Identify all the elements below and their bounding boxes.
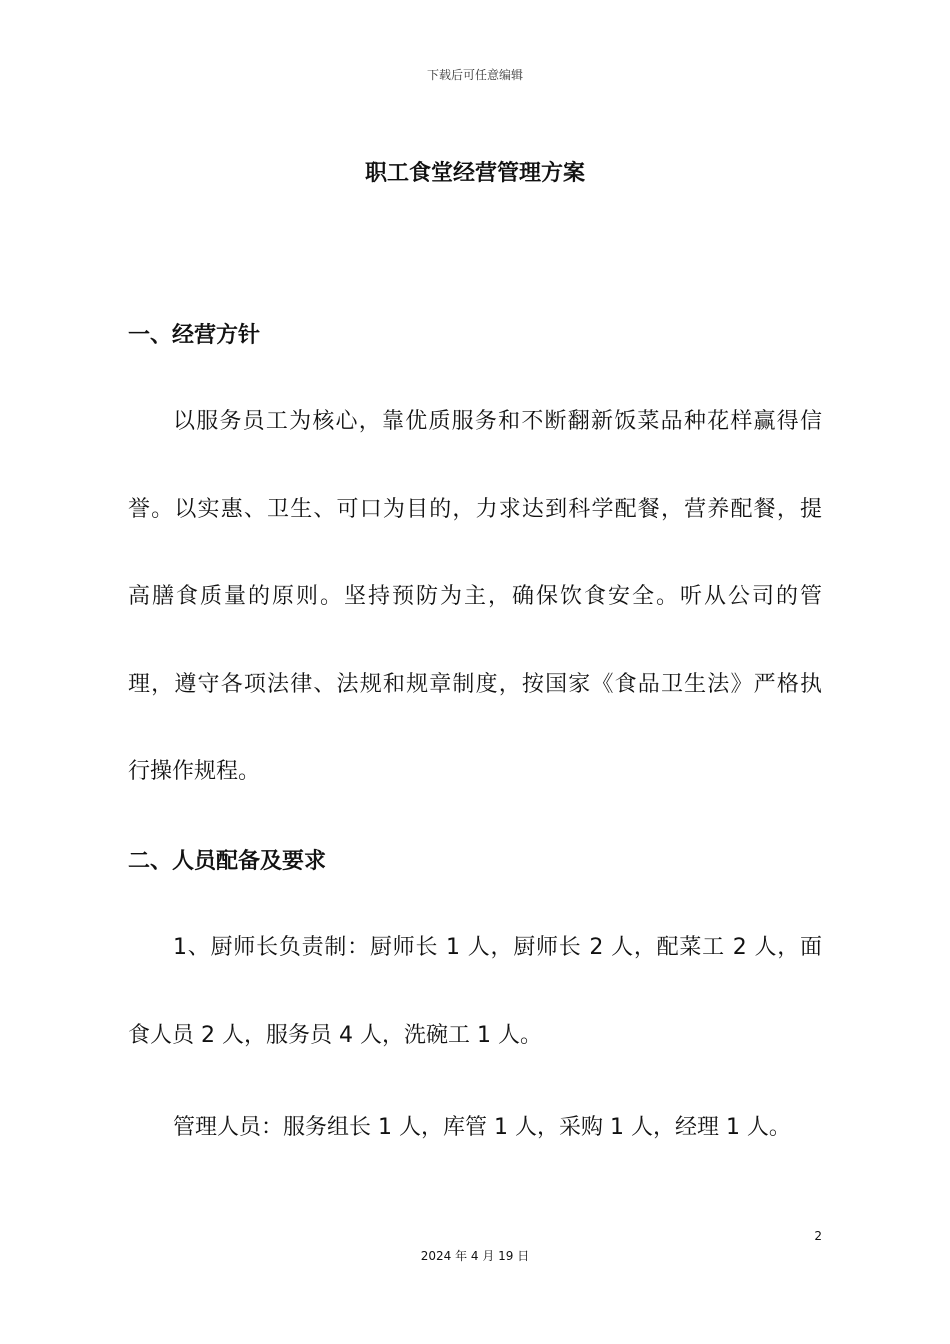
management-staff-line: 管理人员：服务组长 1 人，库管 1 人，采购 1 人，经理 1 人。 bbox=[173, 1115, 791, 1140]
section-policy-paragraph bbox=[128, 378, 822, 816]
section-heading-policy: 一、经营方针 bbox=[128, 323, 261, 348]
paragraph-line: 理，遵守各项法律、法规和规章制度，按国家《食品卫生法》严格执 bbox=[128, 671, 822, 697]
paragraph-line: 行操作规程。 bbox=[128, 759, 261, 784]
page-number: 2 bbox=[814, 1229, 822, 1243]
section-heading-staffing: 二、人员配备及要求 bbox=[128, 849, 327, 874]
paragraph-line: 以服务员工为核心，靠优质服务和不断翻新饭菜品种花样赢得信 bbox=[173, 409, 822, 434]
paragraph-line: 1、厨师长负责制：厨师长 1 人，厨师长 2 人，配菜工 2 人，面 bbox=[173, 935, 822, 960]
staffing-item-1-paragraph bbox=[128, 904, 822, 1079]
document-title: 职工食堂经营管理方案 bbox=[364, 161, 585, 186]
page-header: 下载后可任意编辑 bbox=[426, 68, 523, 82]
paragraph-line: 高膳食质量的原则。坚持预防为主，确保饮食安全。听从公司的管 bbox=[128, 584, 822, 609]
paragraph-line: 食人员 2 人，服务员 4 人，洗碗工 1 人。 bbox=[128, 1022, 542, 1048]
footer-date: 2024 年 4 月 19 日 bbox=[420, 1249, 530, 1263]
paragraph-line: 誉。以实惠、卫生、可口为目的，力求达到科学配餐，营养配餐，提 bbox=[128, 496, 822, 522]
